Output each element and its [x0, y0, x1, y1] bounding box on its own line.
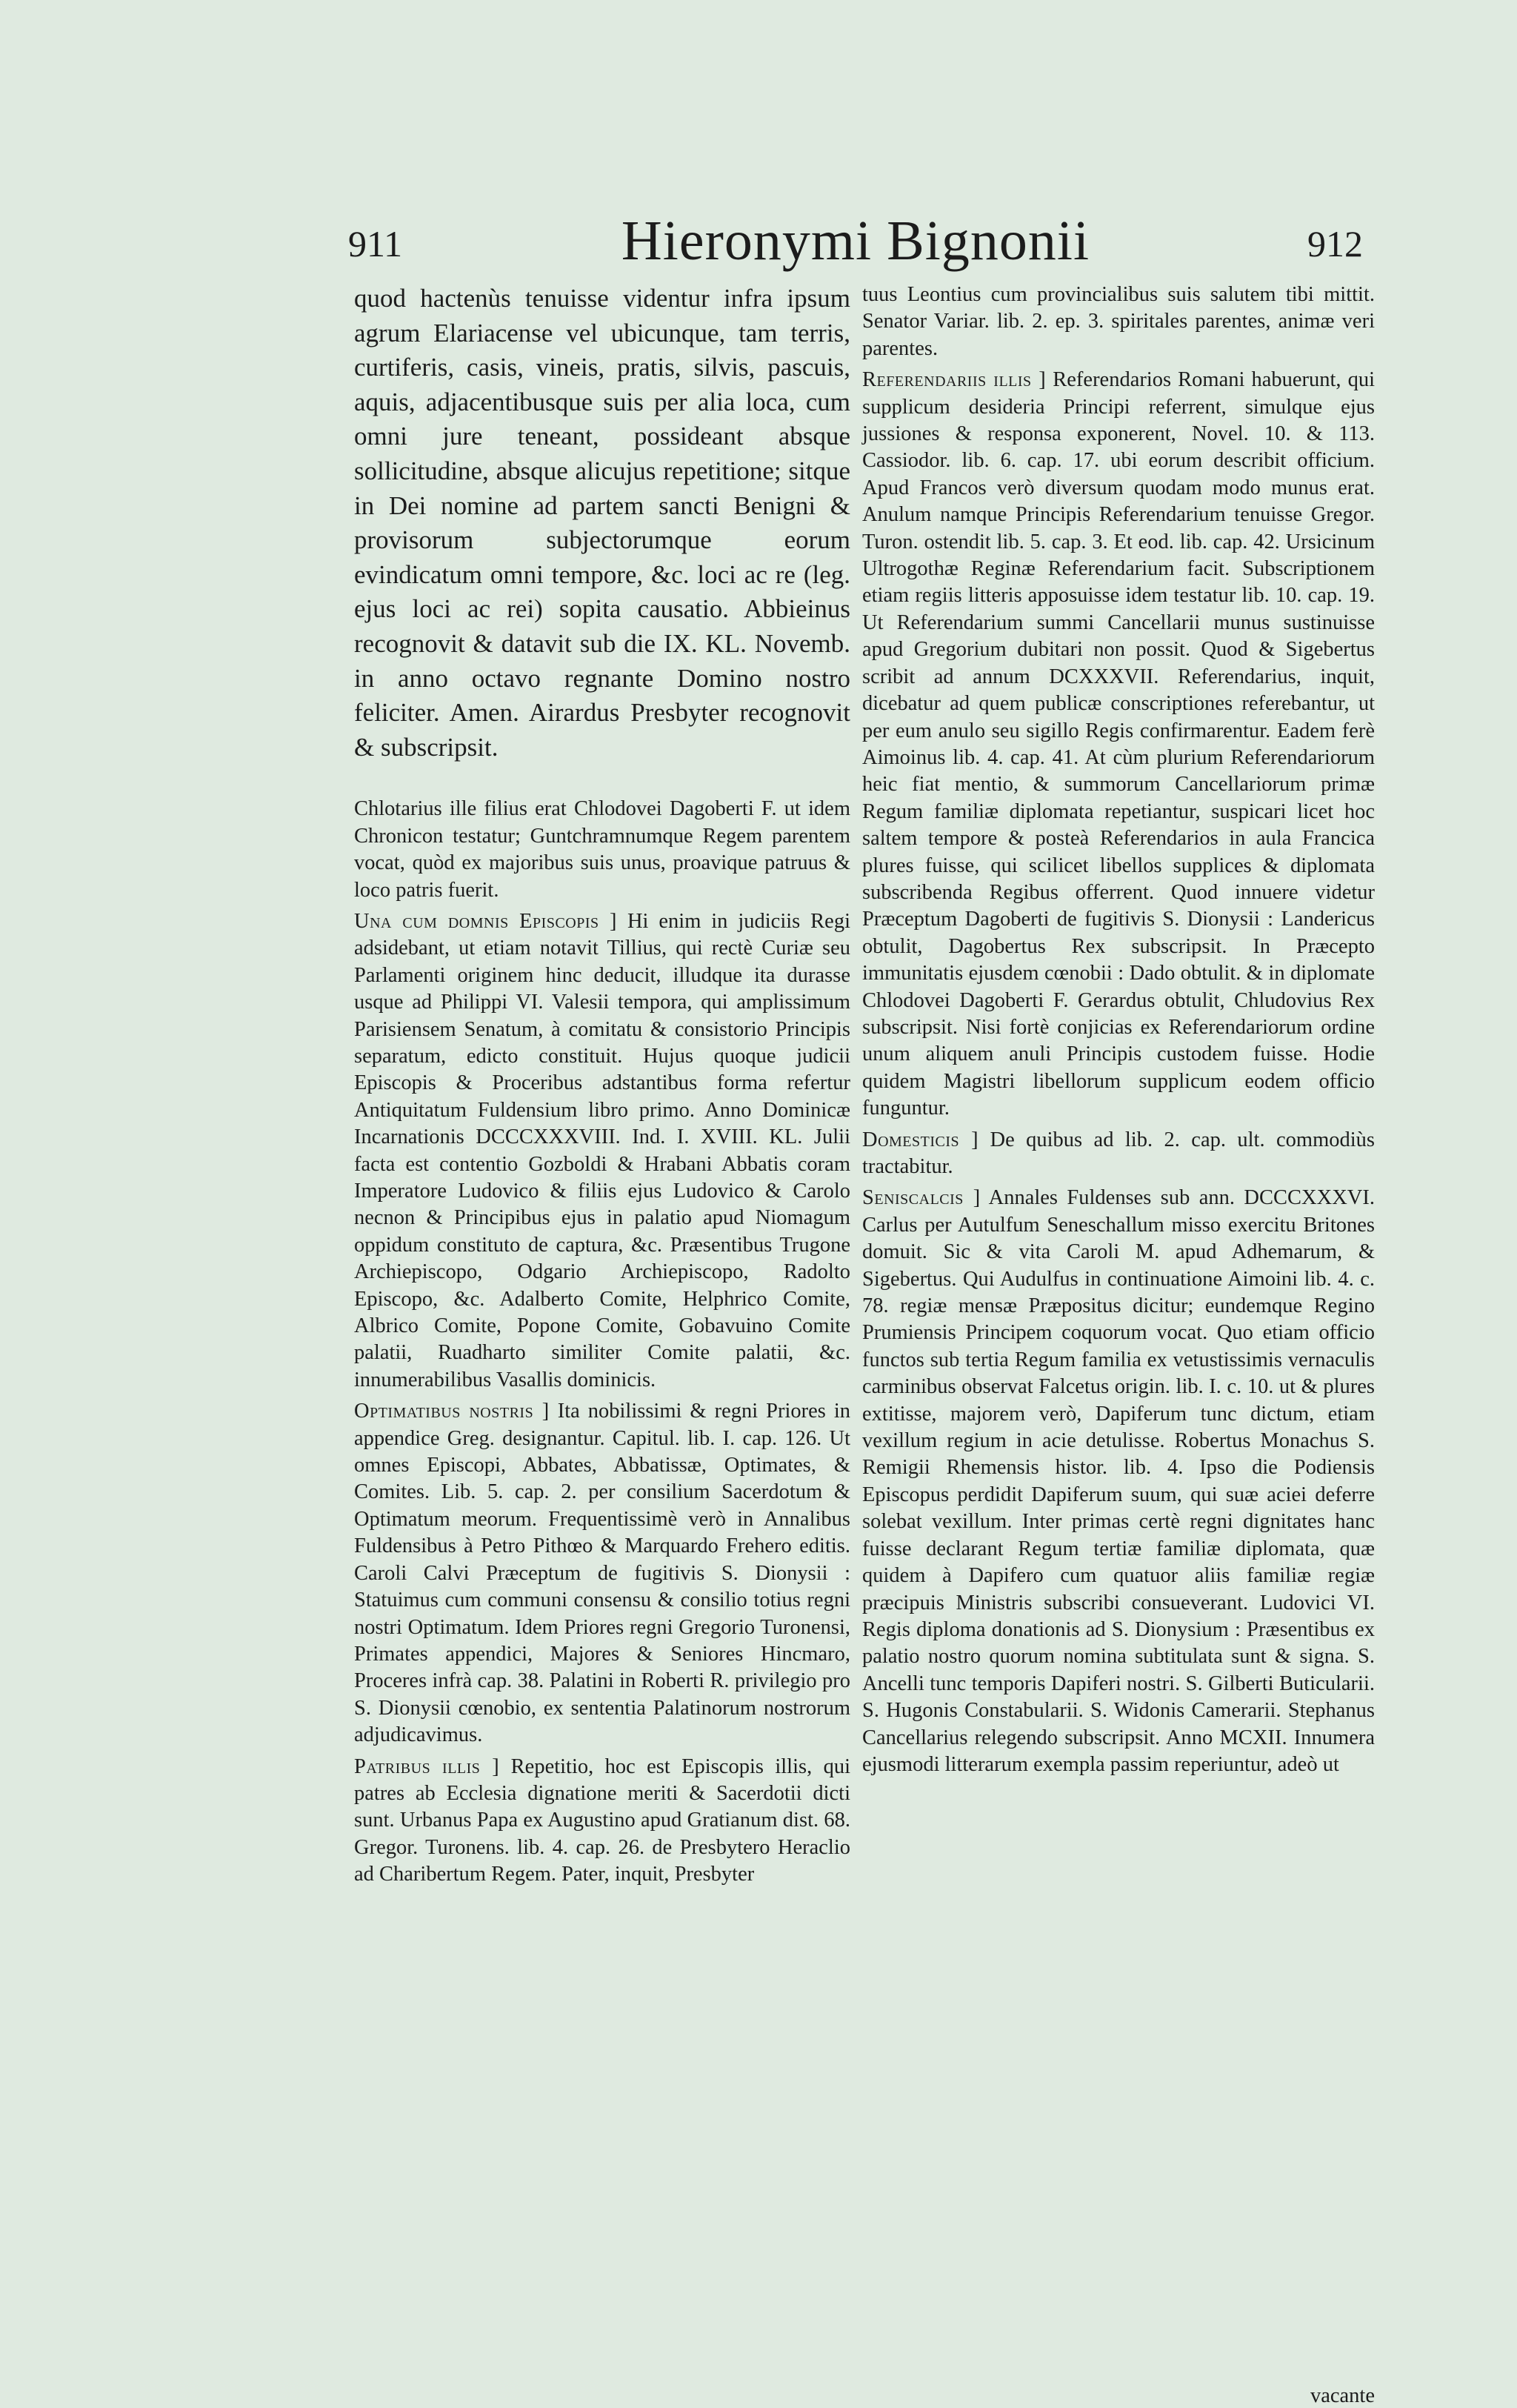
- note-lemma: Seniscalcis ]: [862, 1186, 981, 1210]
- note-lemma: Optimatibus nostris ]: [354, 1400, 550, 1423]
- note-paragraph: [354, 908, 850, 1394]
- running-header: [348, 209, 1363, 276]
- note-paragraph: [862, 367, 1375, 1122]
- right-page-number: 912: [1307, 223, 1363, 265]
- note-paragraph: [354, 1754, 850, 1889]
- note-lemma: Patribus illis ]: [354, 1755, 500, 1778]
- note-paragraph: [354, 1398, 850, 1749]
- left-page-number: 911: [348, 223, 403, 265]
- note-text: tuus Leontius cum provincialibus suis salutem tibi mittit. Senator Variar. lib. 2. ep. 3. spiritales parentes, animæ veri parentes.: [862, 283, 1375, 360]
- note-text: De quibus ad lib. 2. cap. ult. commodiùs tractabitur.: [862, 1128, 1376, 1178]
- note-text: Referendarios Romani habuerunt, qui supplicum desideria Principi referrent, simulque ejus jussiones & responsa exponerent, Novel. 10. & 113. Cassiodor. lib. 6. cap. 17. ubi eorum describit officium. Apud Francos verò diversum quodam modo munus erat. Anulum namque Principis Referendarium tenuisse Gregor. Turon. ostendit lib. 5. cap. 3. Et eod. lib. cap. 42. Ursicinum Ultrogothæ Reginæ Referendarium facit. Subscriptionem etiam regiis litteris apposuisse idem testatur lib. 10. cap. 19. Ut Referendarium summi Cancellarii munus sustinuisse apud Gregorium dubitari non possit. Quod & Sigebertus scribit ad annum DCXXXVII. Referendarius, inquit, dicebatur ad quem publicæ conscriptiones referebantur, ut per eum anulo seu sigillo Regis confirmarentur. Eadem ferè Aimoinus lib. 4. cap. 41. At cùm plurium Referendariorum heic fiat mentio, & summorum Cancellariorum primæ Regum familiæ diplomata repetiantur, suspicari licet hoc saltem tempore & posteà Referendarios in aula Francica plures fuisse, qui scilicet libellos supplices & diplomata subscribenda Regibus offerrent. Quod innuere videtur Præceptum Dagoberti de fugitivis S. Dionysii : Landericus obtulit, Dagobertus Rex subscripsit. In Præcepto immunitatis ejusdem cœnobii : Dado obtulit. & in diplomate Chlodovei Dagoberti F. Gerardus obtulit, Chludovius Rex subscripsit. Nisi fortè conjicias ex Referendariorum ordine unum aliquem anuli Principis custodem fuisse. Hodie quidem Magistri libellorum supplicum eodem officio funguntur.: [862, 368, 1376, 1120]
- note-text: Ita nobilissimi & regni Priores in appendice Greg. designantur. Capitul. lib. I. cap. 126. Ut omnes Episcopi, Abbates, Abbatissæ, Optimates, & Comites. Lib. 5. cap. 2. per consilium Sacerdotum & Optimatum meorum. Frequentissimè verò in Annalibus Fuldensibus à Petro Pithœo & Marquardo Frehero editis. Caroli Calvi Præceptum de fugitivis S. Dionysii : Statuimus cum communi consensu & consilio totius regni nostri Optimatum. Idem Priores regni Gregorio Turonensi, Primates appendici, Majores & Seniores Hincmaro, Proceres infrà cap. 38. Palatini in Roberti R. privilegio pro S. Dionysii cœnobio, ex sententia Palatinorum nostrorum adjudicavimus.: [354, 1400, 851, 1747]
- note-paragraph: [354, 796, 850, 904]
- note-text: Hi enim in judiciis Regi adsidebant, ut etiam notavit Tillius, qui rectè Curiæ seu Parlamenti originem hinc deducit, illudque ita durasse usque ad Philippi VI. Valesii tempora, qui amplissimum Parisiensem Senatum, à comitatu & consistorio Principis separatum, edicto constituit. Hujus quoque judicii Episcopis & Proceribus adstantibus forma refertur Antiquitatum Fuldensium libro primo. Anno Dominicæ Incarnationis DCCCXXXVIII. Ind. I. XVIII. KL. Julii facta est contentio Gozboldi & Hrabani Abbatis coram Imperatore Ludovico & filiis ejus Ludovico & Carolo necnon & Principibus ejus in palatio apud Niomagum oppidum constituto de captura, &c. Præsentibus Trugone Archiepiscopo, Odgario Archiepiscopo, Radolto Episcopo, &c. Adalberto Comite, Helphrico Comite, Albrico Comite, Popone Comite, Gobavuino Comite palatii, Ruadharto similiter Comite palatii, &c. innumerabilibus Vasallis dominicis.: [354, 909, 850, 1391]
- running-title: Hieronymi Bignonii: [621, 210, 1090, 272]
- right-column: [862, 282, 1376, 2407]
- note-lemma: Una cum domnis Episcopis ]: [354, 909, 618, 933]
- note-lemma: Referendariis illis ]: [862, 368, 1047, 392]
- section-gap: [354, 765, 850, 796]
- note-text: Chlotarius ille filius erat Chlodovei Dagoberti F. ut idem Chronicon testatur; Guntchramnumque Regem parentem vocat, quòd ex majoribus suis unus, proavique patruus & loco patris fuerit.: [354, 797, 850, 902]
- note-paragraph: [862, 282, 1375, 362]
- note-paragraph: [862, 1185, 1375, 1778]
- charter-text: quod hactenùs tenuisse videntur infra ipsum agrum Elariacense vel ubicunque, tam terris, curtiferis, casis, vineis, pratis, silvis, pascuis, aquis, adjacentibusque suis per alia loca, cum omni jure teneant, possideant absque sollicitudine, absque alicujus repetitione; sitque in Dei nomine ad partem sancti Benigni & provisorum subjectorumque eorum evindicatum omni tempore, &c. loci ac re (leg. ejus loci ac rei) sopita causatio. Abbieinus recognovit & datavit sub die IX. KL. Novemb. in anno octavo regnante Domino nostro feliciter. Amen. Airardus Presbyter recognovit & subscripsit.: [354, 284, 850, 762]
- catchword: vacante: [1310, 2384, 1375, 2407]
- note-paragraph: [862, 1127, 1375, 1181]
- left-column: [354, 282, 850, 1893]
- note-text: Annales Fuldenses sub ann. DCCCXXXVI. Carlus per Autulfum Seneschallum misso exercitu Britones domuit. Sic & vita Caroli M. apud Adhemarum, & Sigebertus. Qui Audulfus in continuatione Aimoini lib. 4. c. 78. regiæ mensæ Præpositus dicitur; eundemque Regino Prumiensis Principem coquorum vocat. Quo etiam officio functos sub tertia Regum familia ex vetustissimis vernaculis carminibus observat Falcetus origin. lib. I. c. 10. ut & plures extitisse, majorem verò, Dapiferum tunc dictum, etiam vexillum regium in acie detulisse. Robertus Monachus S. Remigii Rhemensis histor. lib. 4. Ipso die Podiensis Episcopus perdidit Dapiferum suum, qui suæ aciei deferre solebat vexillum. Inter primas certè regni dignitates hanc fuisse declarant Regum tertiæ familiæ diplomata, quæ quidem à Dapifero cum quatuor aliis familiæ regiæ præcipuis Ministris subscribi consueverant. Ludovici VI. Regis diploma donationis ad S. Dionysium : Præsentibus ex palatio nostro quorum nomina subtitulata sunt & signa. S. Ancelli tunc temporis Dapiferi nostri. S. Gilberti Buticularii. S. Hugonis Constabularii. S. Widonis Camerarii. Stephanus Cancellarius relegendo subscripsit. Anno MCXII. Innumera ejusmodi litterarum exempla passim reperiuntur, adeò ut: [862, 1186, 1375, 1776]
- note-text: Repetitio, hoc est Episcopis illis, qui patres ab Ecclesia dignatione meriti & Sacerdotii dicti sunt. Urbanus Papa ex Augustino apud Gratianum dist. 68. Gregor. Turonens. lib. 4. cap. 26. de Presbytero Heraclio ad Charibertum Regem. Pater, inquit, Presbyter: [354, 1755, 850, 1886]
- note-lemma: Domesticis ]: [862, 1128, 979, 1151]
